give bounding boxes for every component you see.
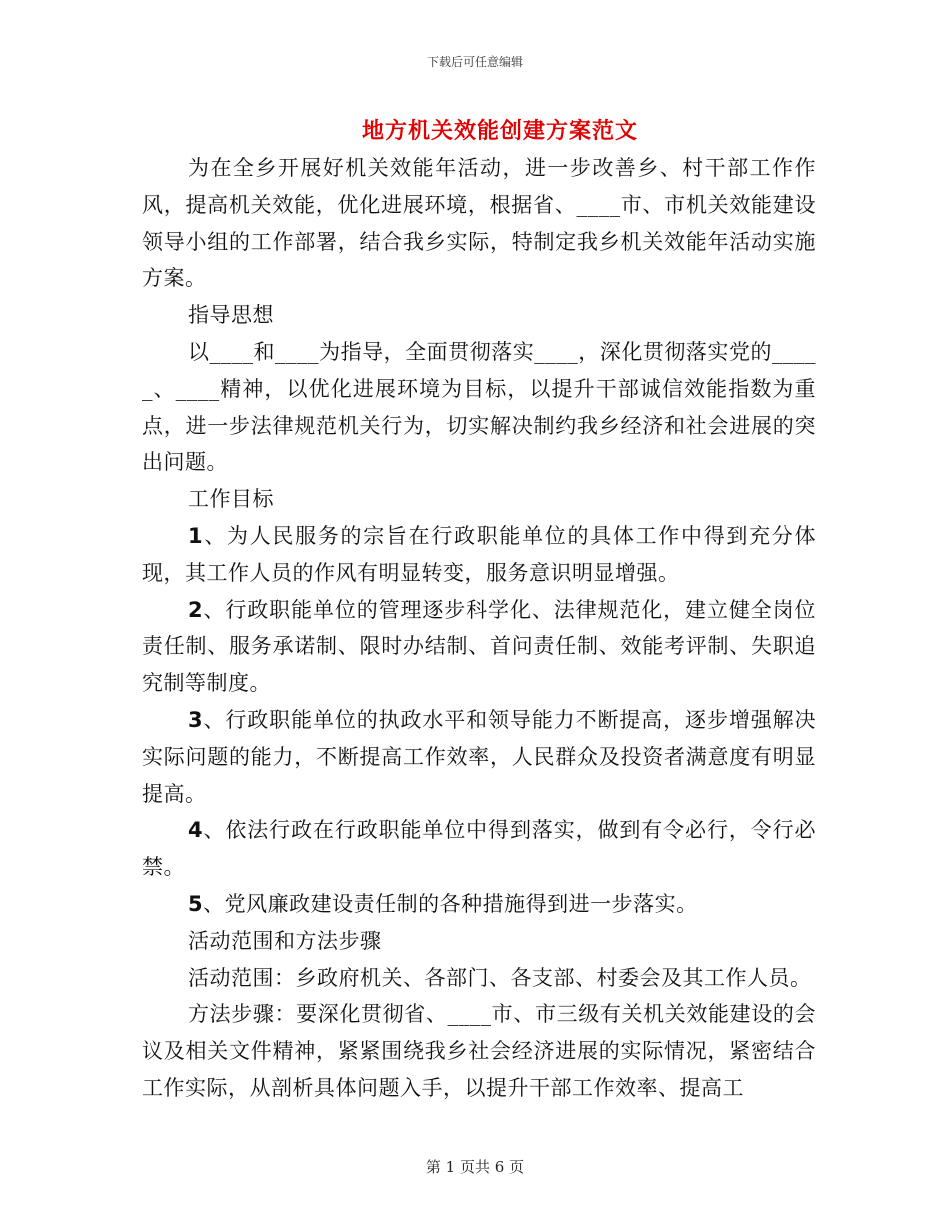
section-heading-scope-and-steps: 活动范围和方法步骤	[188, 928, 382, 953]
section-heading-guiding-ideology: 指导思想	[188, 303, 274, 328]
goal-text: 、行政职能单位的执政水平和领导能力不断提高，逐步增强解决实际问题的能力，不断提高工作效率，人民群众及投资者满意度有明显提高。	[142, 707, 816, 806]
intro-paragraph: 为在全乡开展好机关效能年活动，进一步改善乡、村干部工作作风，提高机关效能，优化进展环境，根据省、____市、市机关效能建设领导小组的工作部署，结合我乡实际，特制定我乡机关效能年活动实施方案。	[142, 156, 816, 291]
goal-number: 2	[188, 597, 204, 622]
goal-number: 4	[188, 818, 204, 843]
goal-text: 、党风廉政建设责任制的各种措施得到进一步落实。	[203, 891, 698, 916]
goal-number: 5	[188, 891, 204, 916]
goal-item-1	[142, 518, 816, 592]
goal-text: 、依法行政在行政职能单位中得到落实，做到有令必行，令行必禁。	[142, 818, 816, 880]
page-footer: 第 1 页共 6 页	[425, 1158, 525, 1176]
scope-paragraph: 活动范围：乡政府机关、各部门、各支部、村委会及其工作人员。	[188, 965, 812, 990]
goal-text: 、行政职能单位的管理逐步科学化、法律规范化，建立健全岗位责任制、服务承诺制、限时办结制、首问责任制、效能考评制、失职追究制等制度。	[142, 597, 816, 696]
document-body	[142, 150, 816, 1107]
section-heading-work-goals: 工作目标	[188, 487, 274, 512]
goal-number: 1	[188, 523, 204, 548]
goal-number: 3	[188, 707, 204, 732]
goal-text: 、为人民服务的宗旨在行政职能单位的具体工作中得到充分体现，其工作人员的作风有明显转变，服务意识明显增强。	[142, 523, 816, 585]
steps-paragraph: 方法步骤：要深化贯彻省、____市、市三级有关机关效能建设的会议及相关文件精神，紧紧围绕我乡社会经济进展的实际情况，紧密结合工作实际，从剖析具体问题入手，以提升干部工作效率、提高工	[142, 1002, 816, 1100]
document-title: 地方机关效能创建方案范文	[361, 118, 638, 144]
goal-item-4	[142, 812, 816, 886]
goal-item-2	[142, 592, 816, 702]
header-note: 下载后可任意编辑	[426, 55, 523, 69]
goal-item-3	[142, 702, 816, 812]
guiding-ideology-paragraph: 以____和____为指导，全面贯彻落实____，深化贯彻落实党的_____、____精神，以优化进展环境为目标，以提升干部诚信效能指数为重点，进一步法律规范机关行为，切实解决制约我乡经济和社会进展的突出问题。	[142, 339, 816, 475]
goal-item-5	[142, 886, 816, 923]
